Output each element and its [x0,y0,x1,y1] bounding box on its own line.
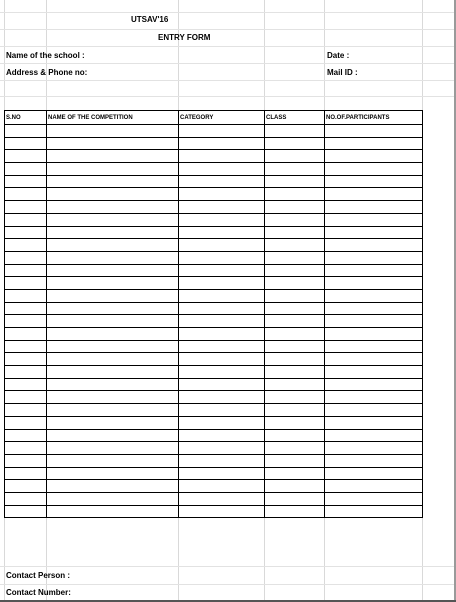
table-cell[interactable] [5,226,47,239]
table-cell[interactable] [47,505,179,518]
table-cell[interactable] [47,289,179,302]
table-cell[interactable] [47,442,179,455]
table-row [5,239,423,252]
table-row [5,137,423,150]
gridline [0,584,456,585]
date-label: Date : [327,51,350,60]
table-cell[interactable] [179,137,265,150]
table-cell[interactable] [265,340,325,353]
table-cell[interactable] [325,492,423,505]
table-cell[interactable] [5,302,47,315]
table-cell[interactable] [179,264,265,277]
table-row [5,378,423,391]
table-row [5,454,423,467]
table-cell[interactable] [179,226,265,239]
gridline [0,46,456,47]
table-cell[interactable] [5,340,47,353]
table-cell[interactable] [265,251,325,264]
table-row [5,188,423,201]
table-cell[interactable] [5,404,47,417]
table-row [5,429,423,442]
table-cell[interactable] [47,340,179,353]
table-cell[interactable] [265,150,325,163]
table-cell[interactable] [325,378,423,391]
table-cell[interactable] [325,429,423,442]
table-cell[interactable] [325,175,423,188]
table-cell[interactable] [265,404,325,417]
table-row [5,251,423,264]
table-cell[interactable] [5,150,47,163]
table-cell[interactable] [325,467,423,480]
table-cell[interactable] [47,328,179,341]
column-header-competition: NAME OF THE COMPETITION [47,111,179,125]
mail-id-label: Mail ID : [327,68,358,77]
table-cell[interactable] [47,137,179,150]
table-cell[interactable] [325,366,423,379]
column-header-sno: S.NO [5,111,47,125]
table-cell[interactable] [179,366,265,379]
school-name-label: Name of the school : [6,51,85,60]
table-cell[interactable] [5,213,47,226]
table-cell[interactable] [179,454,265,467]
table-cell[interactable] [179,467,265,480]
table-cell[interactable] [325,150,423,163]
table-cell[interactable] [47,125,179,138]
table-row [5,150,423,163]
table-row [5,201,423,214]
address-phone-label: Address & Phone no: [6,68,88,77]
gridline [0,566,456,567]
table-cell[interactable] [47,480,179,493]
table-cell[interactable] [179,213,265,226]
table-cell[interactable] [47,353,179,366]
table-cell[interactable] [179,442,265,455]
table-cell[interactable] [5,467,47,480]
table-cell[interactable] [47,239,179,252]
table-row [5,175,423,188]
table-cell[interactable] [179,251,265,264]
table-cell[interactable] [47,226,179,239]
entry-table [4,110,423,518]
table-cell[interactable] [5,480,47,493]
table-cell[interactable] [265,188,325,201]
table-cell[interactable] [47,404,179,417]
table-row [5,353,423,366]
table-cell[interactable] [265,226,325,239]
column-header-class: CLASS [265,111,325,125]
gridline [0,80,456,81]
table-cell[interactable] [179,150,265,163]
table-row [5,480,423,493]
table-cell[interactable] [5,328,47,341]
table-cell[interactable] [265,264,325,277]
table-cell[interactable] [47,391,179,404]
table-cell[interactable] [179,163,265,176]
table-cell[interactable] [179,378,265,391]
table-cell[interactable] [325,442,423,455]
table-cell[interactable] [265,213,325,226]
table-cell[interactable] [265,480,325,493]
table-cell[interactable] [179,289,265,302]
table-cell[interactable] [5,137,47,150]
table-row [5,492,423,505]
gridline [0,63,456,64]
table-row [5,340,423,353]
entry-table-body [5,125,423,518]
table-row [5,264,423,277]
table-row [5,125,423,138]
table-cell[interactable] [47,302,179,315]
table-cell[interactable] [325,328,423,341]
table-row [5,391,423,404]
table-row [5,226,423,239]
table-cell[interactable] [265,125,325,138]
table-cell[interactable] [179,404,265,417]
table-row [5,404,423,417]
table-cell[interactable] [5,429,47,442]
table-cell[interactable] [179,277,265,290]
table-cell[interactable] [265,353,325,366]
table-cell[interactable] [179,480,265,493]
table-cell[interactable] [5,416,47,429]
table-cell[interactable] [265,366,325,379]
table-cell[interactable] [325,416,423,429]
table-row [5,315,423,328]
table-cell[interactable] [5,188,47,201]
table-cell[interactable] [47,416,179,429]
table-cell[interactable] [325,353,423,366]
table-cell[interactable] [5,353,47,366]
gridline [0,96,456,97]
contact-person-label: Contact Person : [6,571,71,580]
table-cell[interactable] [265,467,325,480]
table-cell[interactable] [265,201,325,214]
contact-number-label: Contact Number: [6,588,71,597]
table-cell[interactable] [179,416,265,429]
table-cell[interactable] [5,442,47,455]
table-cell[interactable] [325,201,423,214]
table-cell[interactable] [47,467,179,480]
table-cell[interactable] [47,492,179,505]
table-cell[interactable] [325,125,423,138]
table-cell[interactable] [5,264,47,277]
table-cell[interactable] [5,251,47,264]
table-header-row [5,111,423,125]
table-cell[interactable] [5,454,47,467]
table-cell[interactable] [265,289,325,302]
table-cell[interactable] [325,163,423,176]
column-header-participants: NO.OF.PARTICIPANTS [325,111,423,125]
table-cell[interactable] [325,454,423,467]
table-row [5,505,423,518]
table-cell[interactable] [265,163,325,176]
table-cell[interactable] [47,251,179,264]
table-cell[interactable] [179,175,265,188]
table-cell[interactable] [325,302,423,315]
table-cell[interactable] [5,315,47,328]
table-cell[interactable] [47,163,179,176]
table-cell[interactable] [47,150,179,163]
table-cell[interactable] [47,175,179,188]
table-cell[interactable] [325,251,423,264]
table-cell[interactable] [47,213,179,226]
table-cell[interactable] [179,125,265,138]
gridline [0,12,456,13]
form-title: UTSAV'16 [131,15,169,24]
table-cell[interactable] [179,328,265,341]
table-row [5,366,423,379]
table-cell[interactable] [179,492,265,505]
table-row [5,328,423,341]
table-cell[interactable] [265,416,325,429]
table-cell[interactable] [265,454,325,467]
table-cell[interactable] [325,404,423,417]
table-cell[interactable] [179,391,265,404]
form-subtitle: ENTRY FORM [158,33,211,42]
table-cell[interactable] [325,188,423,201]
table-cell[interactable] [325,264,423,277]
table-cell[interactable] [179,315,265,328]
table-cell[interactable] [265,175,325,188]
table-row [5,163,423,176]
table-cell[interactable] [325,277,423,290]
table-cell[interactable] [179,353,265,366]
table-cell[interactable] [265,239,325,252]
table-cell[interactable] [5,391,47,404]
table-cell[interactable] [325,315,423,328]
table-cell[interactable] [5,201,47,214]
table-cell[interactable] [265,391,325,404]
table-cell[interactable] [179,239,265,252]
table-cell[interactable] [47,201,179,214]
table-cell[interactable] [265,137,325,150]
table-cell[interactable] [179,201,265,214]
table-row [5,442,423,455]
table-cell[interactable] [325,226,423,239]
table-cell[interactable] [265,328,325,341]
table-cell[interactable] [47,277,179,290]
table-cell[interactable] [5,505,47,518]
table-cell[interactable] [5,175,47,188]
table-cell[interactable] [265,277,325,290]
table-cell[interactable] [5,125,47,138]
table-cell[interactable] [5,378,47,391]
table-cell[interactable] [5,163,47,176]
table-cell[interactable] [325,391,423,404]
table-cell[interactable] [265,315,325,328]
table-row [5,302,423,315]
gridline [0,29,456,30]
table-cell[interactable] [47,264,179,277]
table-cell[interactable] [179,302,265,315]
table-cell[interactable] [325,340,423,353]
table-cell[interactable] [47,315,179,328]
table-cell[interactable] [47,429,179,442]
table-row [5,213,423,226]
table-cell[interactable] [265,505,325,518]
table-cell[interactable] [5,366,47,379]
table-cell[interactable] [325,137,423,150]
table-cell[interactable] [265,302,325,315]
table-cell[interactable] [179,340,265,353]
table-row [5,467,423,480]
table-cell[interactable] [179,429,265,442]
table-cell[interactable] [5,239,47,252]
table-cell[interactable] [5,277,47,290]
table-cell[interactable] [5,492,47,505]
table-cell[interactable] [325,505,423,518]
table-cell[interactable] [265,442,325,455]
table-row [5,289,423,302]
table-cell[interactable] [47,188,179,201]
table-cell[interactable] [179,505,265,518]
table-row [5,416,423,429]
table-cell[interactable] [179,188,265,201]
table-cell[interactable] [47,454,179,467]
table-cell[interactable] [265,492,325,505]
table-cell[interactable] [47,366,179,379]
table-cell[interactable] [265,429,325,442]
table-cell[interactable] [325,480,423,493]
table-cell[interactable] [265,378,325,391]
column-header-category: CATEGORY [179,111,265,125]
table-cell[interactable] [47,378,179,391]
table-cell[interactable] [5,289,47,302]
table-row [5,277,423,290]
table-cell[interactable] [325,289,423,302]
table-cell[interactable] [325,239,423,252]
table-cell[interactable] [325,213,423,226]
